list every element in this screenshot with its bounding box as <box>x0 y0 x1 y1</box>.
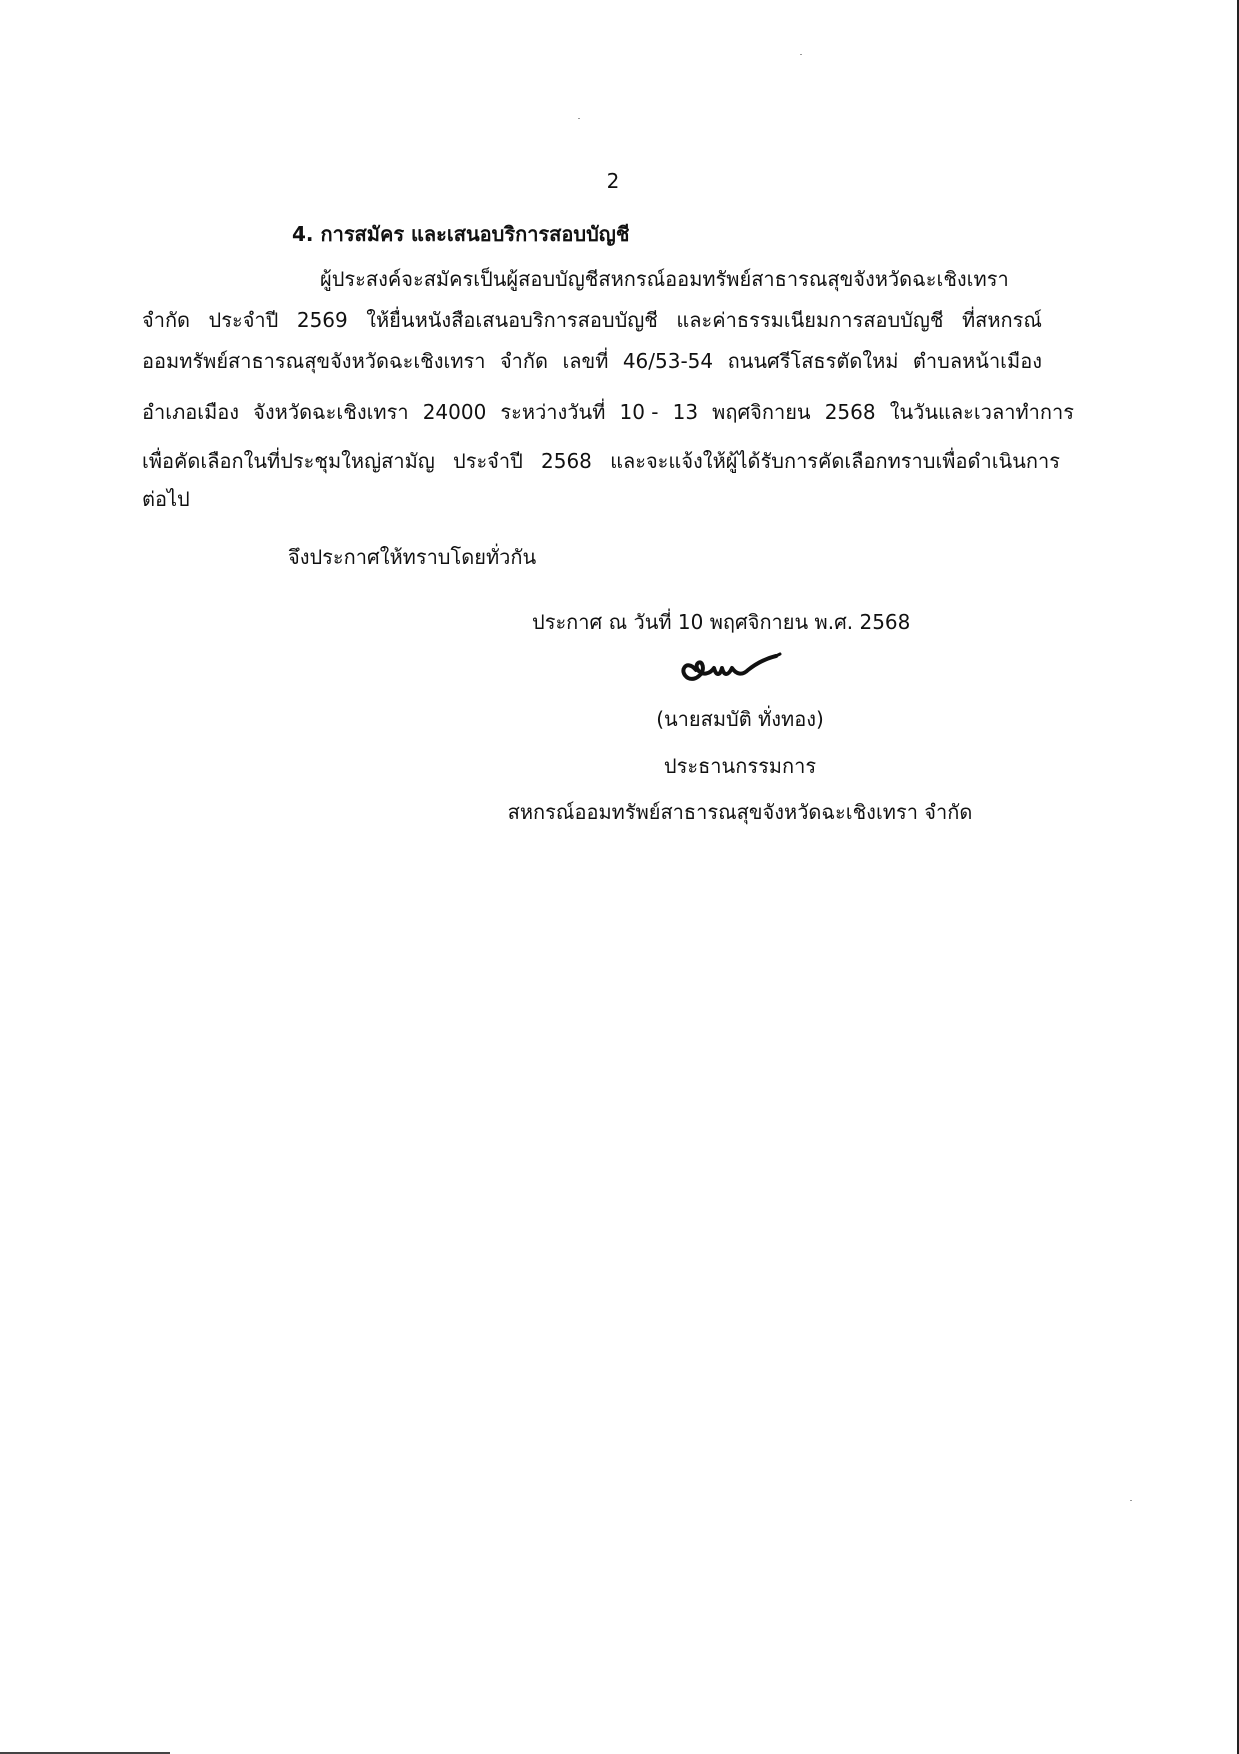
word: 2569 <box>296 308 348 332</box>
word: 2568 <box>824 400 876 424</box>
word: 10 - <box>619 400 659 424</box>
paragraph-line <box>142 446 1060 476</box>
scan-speck <box>578 118 580 119</box>
scan-speck <box>1130 1500 1132 1501</box>
word: 46/53-54 <box>622 349 714 373</box>
paragraph-first-line: ผู้ประสงค์จะสมัครเป็นผู้สอบบัญชีสหกรณ์ออมทรัพย์สาธารณสุขจังหวัดฉะเชิงเทรา <box>320 267 1009 291</box>
word: ออมทรัพย์สาธารณสุขจังหวัดฉะเชิงเทรา <box>142 349 486 373</box>
word: ระหว่างวันที่ <box>500 400 606 424</box>
word: และค่าธรรมเนียมการสอบบัญชี <box>676 308 944 332</box>
word: จำกัด <box>499 349 548 373</box>
word: 24000 <box>422 400 487 424</box>
paragraph-last-line: ต่อไป <box>142 487 190 511</box>
signatory-organization: สหกรณ์ออมทรัพย์สาธารณสุขจังหวัดฉะเชิงเทรา จำกัด <box>507 800 973 824</box>
closing-statement: จึงประกาศให้ทราบโดยทั่วกัน <box>288 545 537 569</box>
word: จำกัด <box>142 308 191 332</box>
paragraph-line <box>142 305 1042 335</box>
handwritten-signature <box>676 648 786 688</box>
paragraph-line <box>142 346 1042 376</box>
signatory-name: (นายสมบัติ ทั่งทอง) <box>656 707 824 731</box>
announcement-date: ประกาศ ณ วันที่ 10 พฤศจิกายน พ.ศ. 2568 <box>532 610 911 634</box>
word: ถนนศรีโสธรตัดใหม่ <box>727 349 899 373</box>
section-heading: 4. การสมัคร และเสนอบริการสอบบัญชี <box>292 222 630 246</box>
signature-image <box>676 648 786 688</box>
word: พฤศจิกายน <box>712 400 811 424</box>
paragraph-line <box>142 397 1074 427</box>
word: ประจำปี <box>208 308 279 332</box>
word: 2568 <box>541 449 592 473</box>
word: ให้ยื่นหนังสือเสนอบริการสอบบัญชี <box>366 308 658 332</box>
word: และจะแจ้งให้ผู้ได้รับการคัดเลือกทราบเพื่อดำเนินการ <box>610 449 1060 473</box>
word: จังหวัดฉะเชิงเทรา <box>253 400 409 424</box>
word: ตำบลหน้าเมือง <box>912 349 1042 373</box>
word: ที่สหกรณ์ <box>961 308 1042 332</box>
word: ประจำปี <box>453 449 523 473</box>
word: 13 <box>672 400 699 424</box>
signatory-position: ประธานกรรมการ <box>663 754 817 778</box>
word: อำเภอเมือง <box>142 400 240 424</box>
word: เลขที่ <box>562 349 609 373</box>
scan-speck <box>800 54 802 55</box>
word: เพื่อคัดเลือกในที่ประชุมใหญ่สามัญ <box>142 449 435 473</box>
word: ในวันและเวลาทำการ <box>889 400 1074 424</box>
page-number: 2 <box>606 169 620 193</box>
